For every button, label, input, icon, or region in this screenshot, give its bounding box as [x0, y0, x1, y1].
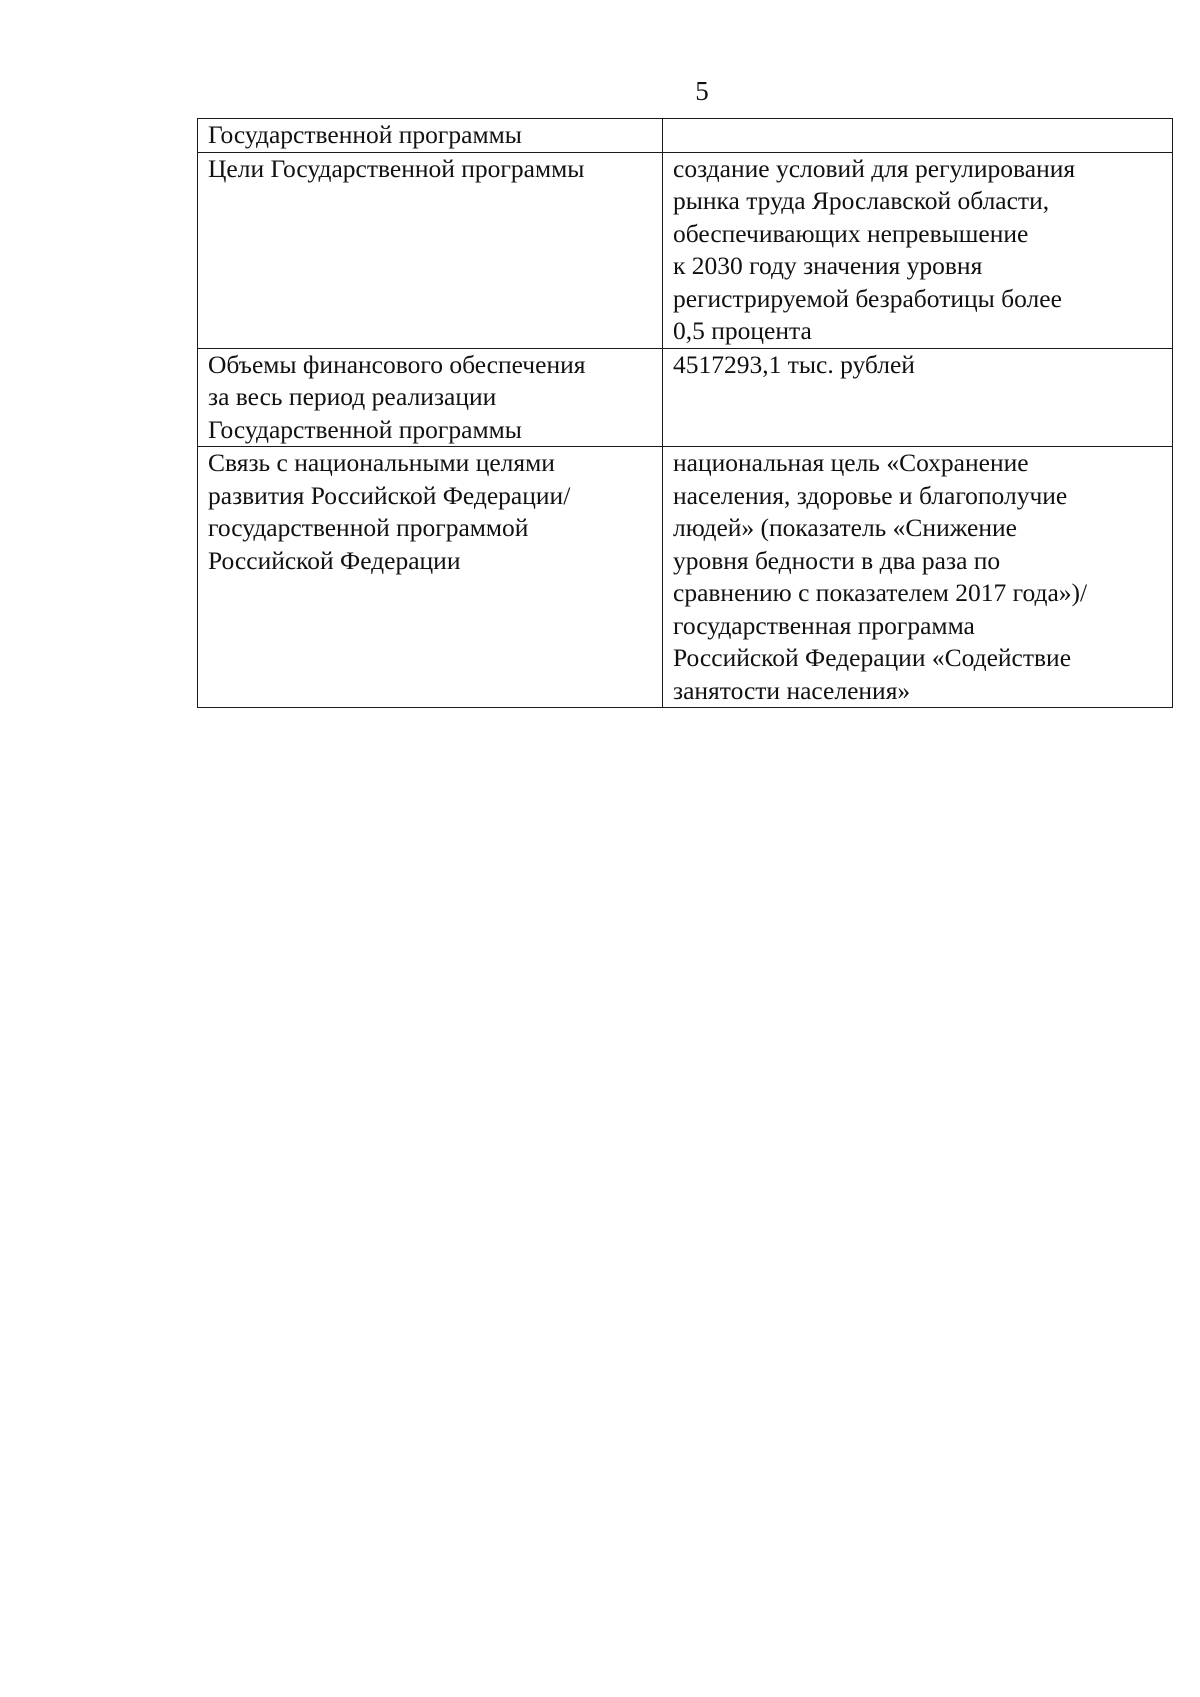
- table-row: [198, 447, 1173, 708]
- cell-text-line: 0,5 процента: [673, 316, 812, 345]
- cell-text-line: населения, здоровье и благополучие: [673, 480, 1068, 510]
- row-value-cell: [663, 447, 1173, 708]
- row-label-cell: [198, 447, 663, 708]
- cell-text-line: государственная программа: [673, 610, 975, 640]
- cell-text-line: занятости населения»: [673, 675, 911, 705]
- cell-text-line: национальная цель «Сохранение: [673, 448, 1029, 477]
- cell-text-line: рынка труда Ярославской области,: [673, 186, 1050, 215]
- row-label-cell: [198, 348, 663, 447]
- cell-text-line: Российской Федерации «Содействие: [673, 643, 1072, 672]
- cell-text-line: 4517293,1 тыс. рублей: [673, 349, 915, 379]
- table-row: [198, 152, 1173, 348]
- row-label-cell: [198, 119, 663, 153]
- cell-text-line: за весь период реализации: [208, 382, 497, 411]
- cell-text-line: Государственной программы: [208, 120, 522, 149]
- cell-text-line: Государственной программы: [208, 414, 522, 444]
- row-value-cell: [663, 152, 1173, 348]
- program-passport-table: [197, 118, 1173, 708]
- page-number: 5: [695, 76, 709, 106]
- table-row: [198, 119, 1173, 153]
- cell-text-line: Объемы финансового обеспечения: [208, 349, 586, 379]
- row-label-cell: [198, 152, 663, 348]
- row-value-cell: [663, 119, 1173, 153]
- cell-text-line: Цели Государственной программы: [208, 153, 585, 183]
- cell-text-line: уровня бедности в два раза по: [673, 545, 1001, 575]
- cell-text-line: к 2030 году значения уровня: [673, 251, 983, 280]
- cell-text-line: обеспечивающих непревышение: [673, 218, 1029, 248]
- table-body: [198, 119, 1173, 708]
- cell-text-line: Связь с национальными целями: [208, 448, 555, 477]
- cell-text-line: создание условий для регулирования: [673, 153, 1076, 183]
- cell-text-line: государственной программой: [208, 513, 529, 542]
- cell-text-line: людей» (показатель «Снижение: [673, 513, 1017, 542]
- cell-text-line: Российской Федерации: [208, 545, 461, 575]
- row-value-cell: [663, 348, 1173, 447]
- cell-text-line: регистрируемой безработицы более: [673, 283, 1062, 313]
- table-row: [198, 348, 1173, 447]
- cell-text-line: развития Российской Федерации/: [208, 480, 571, 510]
- cell-text-line: сравнению с показателем 2017 года»)/: [673, 578, 1088, 607]
